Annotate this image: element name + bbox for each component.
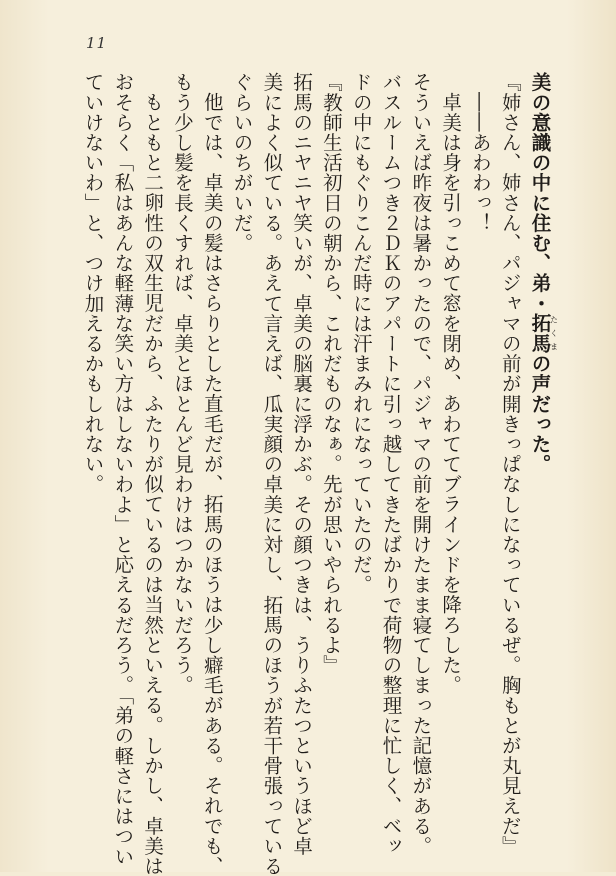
page-number: 11 (86, 34, 108, 52)
text-line-8: 『教師生活初日の朝から、これだものなぁ。先が思いやられるよ』 (319, 72, 343, 675)
text-line-6: バスルームつき２ＤＫのアパートに引っ越してきたばかりで荷物の整理に忙しく、ベッ (379, 72, 403, 856)
ruby-base-takuma: 拓馬 (528, 313, 552, 354)
text-line-4: 卓美は身を引っこめて窓を閉め、あわててブラインドを降ろした。 (439, 91, 463, 695)
ruby-reading-takuma: たくま (549, 313, 559, 354)
text-line-15: おそらく「私はあんな軽薄な笑い方はしないわよ」と応えるだろう。「弟の軽さにはつい (111, 72, 135, 867)
text-line-11: ぐらいのちがいだ。 (230, 72, 254, 253)
text-line-7: ドの中にもぐりこんだ時には汗まみれになっていたのだ。 (349, 72, 373, 595)
text-line-14: もともと二卵性の双生児だから、ふたりが似ているのは当然といえる。しかし、卓美は (141, 91, 165, 876)
text-line-13: もう少し髪を長くすれば、卓美とほとんど見わけはつかないだろう。 (170, 72, 194, 696)
text-line-3: ――あわわっ！ (468, 91, 492, 233)
text-line-12: 他では、卓美の髪はさらりとした直毛だが、拓馬のほうは少し癖毛がある。それでも、 (200, 91, 224, 876)
text-line-16: ていけないわ」と、つけ加えるかもしれない。 (81, 72, 105, 495)
text-line-9: 拓馬のニヤニヤ笑いが、卓美の脳裏に浮かぶ。その顔つきは、うりふたつというほど卓 (290, 72, 314, 856)
text-line-1-suffix: の声だった。 (528, 353, 552, 475)
furigana-takuma (528, 313, 559, 354)
vertical-text-body (78, 72, 559, 876)
text-line-1 (525, 72, 558, 817)
text-line-5: そういえば昨夜は暑かったので、パジャマの前を開けたまま寝てしまった記憶がある。 (409, 72, 433, 856)
text-line-1-prefix: 美の意識の中に住む、弟・ (528, 72, 552, 314)
text-line-10: 美によく似ている。あえて言えば、瓜実顔の卓美に対し、拓馬のほうが若干骨張っている (260, 72, 284, 876)
text-line-2: 『姉さん、姉さん、パジャマの前が開きっぱなしになっているぜ。胸もとが丸見えだ』 (498, 72, 522, 856)
